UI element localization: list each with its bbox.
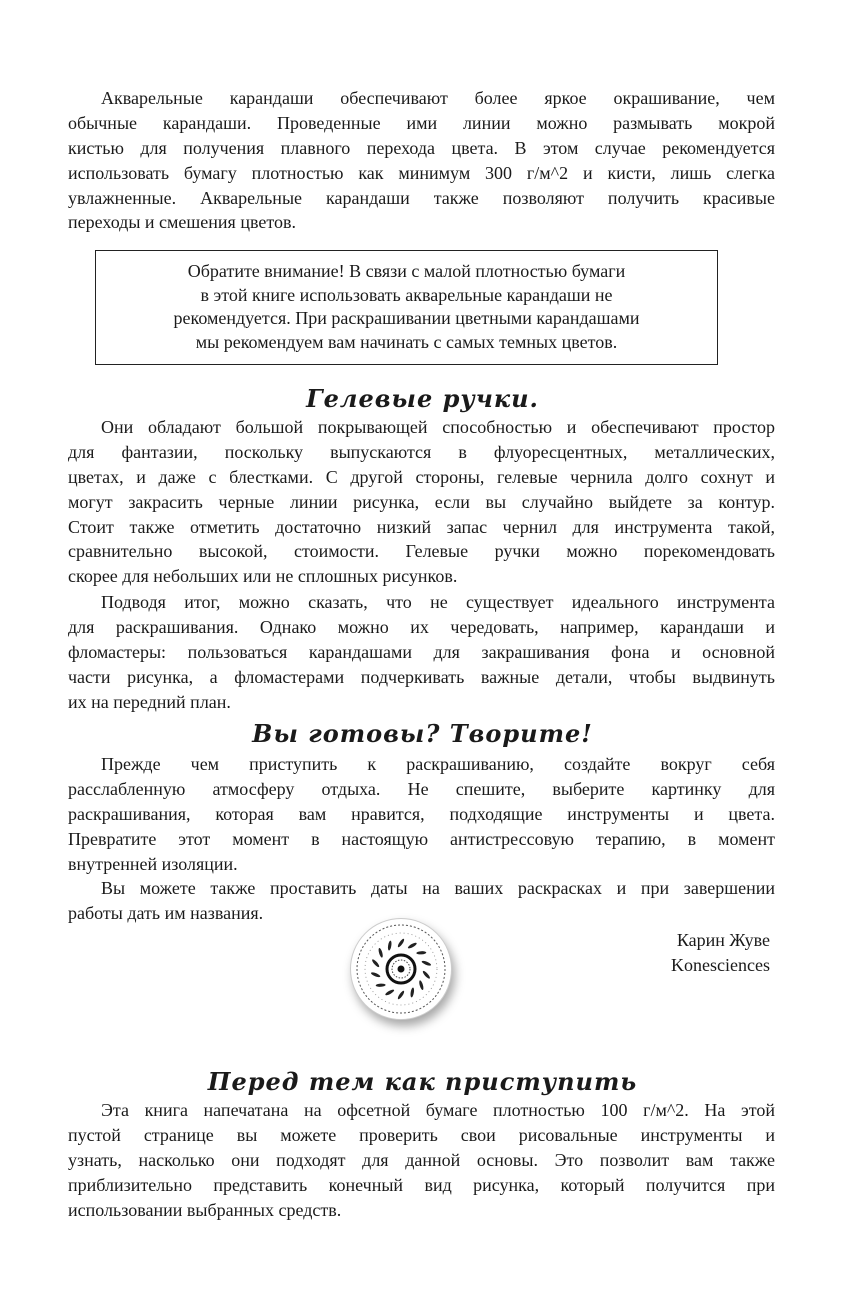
text-line: Прежде чем приступить к раскрашиванию, создайте вокруг себя — [101, 754, 775, 774]
mandala-leaf — [378, 948, 384, 958]
text-line: узнать, насколько они подходят для данной основы. Это позволит вам также — [68, 1149, 775, 1170]
text-line: скорее для небольших или не сплошных рисунков. — [68, 566, 458, 587]
text-line: могут закрасить черные линии рисунка, если вы случайно выйдете за контур. — [68, 491, 775, 512]
heading-before-start: Перед тем как приступить — [207, 1067, 638, 1096]
signature — [671, 928, 770, 978]
mandala-leaf — [376, 983, 386, 987]
text-line: раскрашивания, которая вам нравится, подходящие инструменты и цвета. — [68, 803, 775, 824]
text-line: фломастеры: пользоваться карандашами для закрашивания фона и основной — [68, 641, 775, 662]
heading-gel-pens: Гелевые ручки. — [306, 384, 539, 413]
mandala-leaf — [385, 989, 395, 997]
mandala-leaf — [410, 987, 415, 997]
text-line: части рисунка, а фломастерами подчеркивать важные детали, чтобы выдвинуть — [68, 666, 775, 687]
mandala-icon — [351, 919, 451, 1019]
mandala-leaf — [418, 980, 424, 990]
mandala-medallion-image — [350, 918, 452, 1020]
mandala-leaf — [370, 971, 380, 978]
text-line: пустой странице вы можете проверить свои рисовальные инструменты и — [68, 1124, 775, 1145]
notice-line: рекомендуется. При раскрашивании цветными карандашами — [173, 308, 640, 329]
text-line: Они обладают большой покрывающей способностью и обеспечивают простор — [101, 417, 775, 437]
mandala-leaf — [371, 958, 380, 968]
text-line: переходы и смешения цветов. — [68, 212, 296, 233]
text-line: использовать бумагу плотностью как минимум 300 г/м^2 и кисти, лишь слегка — [68, 162, 775, 183]
signature-org: Konesciences — [671, 955, 770, 975]
mandala-leaf — [397, 938, 405, 948]
text-line: приблизительно представить конечный вид рисунка, который получится при — [68, 1174, 775, 1195]
mandala-leaf — [422, 970, 431, 980]
text-line: кистью для получения плавного перехода цвета. В этом случае рекомендуется — [68, 137, 775, 158]
mandala-leaf — [421, 960, 431, 967]
notice-box — [95, 250, 718, 365]
notice-line: в этой книге использовать акварельные карандаши не — [200, 284, 613, 305]
text-line: использовании выбранных средств. — [68, 1199, 342, 1220]
heading-ready: Вы готовы? Творите! — [252, 719, 593, 748]
text-line: их на передний план. — [68, 691, 231, 712]
text-line: Стоит также отметить достаточно низкий запас чернил для инструмента такой, — [68, 516, 775, 537]
notice-line: мы рекомендуем вам начинать с самых темных цветов. — [195, 332, 618, 353]
paragraph-summary — [68, 590, 775, 714]
text-line: Подводя итог, можно сказать, что не существует идеального инструмента — [101, 592, 775, 612]
text-line: цветах, и даже с блестками. С другой стороны, гелевые чернила долго сохнут и — [68, 466, 775, 487]
paragraph-ready — [68, 752, 775, 876]
text-line: сравнительно высокой, стоимости. Гелевые ручки можно порекомендовать — [68, 541, 775, 562]
text-line: расслабленную атмосферу отдыха. Не спешите, выберите картинку для — [68, 778, 775, 799]
paragraph-gel-pens — [68, 415, 775, 589]
text-line: Акварельные карандаши обеспечивают более яркое окрашивание, чем — [101, 88, 775, 108]
text-line: работы дать им названия. — [68, 902, 264, 923]
notice-line: Обратите внимание! В связи с малой плотностью бумаги — [187, 261, 626, 281]
mandala-leaf — [387, 940, 392, 950]
paragraph-before-start — [68, 1098, 775, 1222]
text-line: обычные карандаши. Проведенные ими линии можно размывать мокрой — [68, 112, 775, 133]
text-line: для фантазии, поскольку выпускаются в флуоресцентных, металлических, — [68, 441, 775, 462]
text-line: внутренней изоляции. — [68, 853, 238, 874]
mandala-leaf — [416, 951, 426, 955]
mandala-leaf — [397, 990, 405, 1000]
paragraph-watercolor — [68, 86, 775, 235]
text-line: для раскрашивания. Однако можно их чередовать, например, карандаши и — [68, 616, 775, 637]
signature-author: Карин Жуве — [676, 930, 770, 950]
text-line: Эта книга напечатана на офсетной бумаге плотностью 100 г/м^2. На этой — [101, 1100, 775, 1120]
text-line: Превратите этот момент в настоящую антистрессовую терапию, в момент — [68, 828, 775, 849]
mandala-leaf — [407, 942, 417, 950]
text-line: увлажненные. Акварельные карандаши также позволяют получить красивые — [68, 187, 775, 208]
text-line: Вы можете также проставить даты на ваших раскрасках и при завершении — [101, 878, 775, 898]
